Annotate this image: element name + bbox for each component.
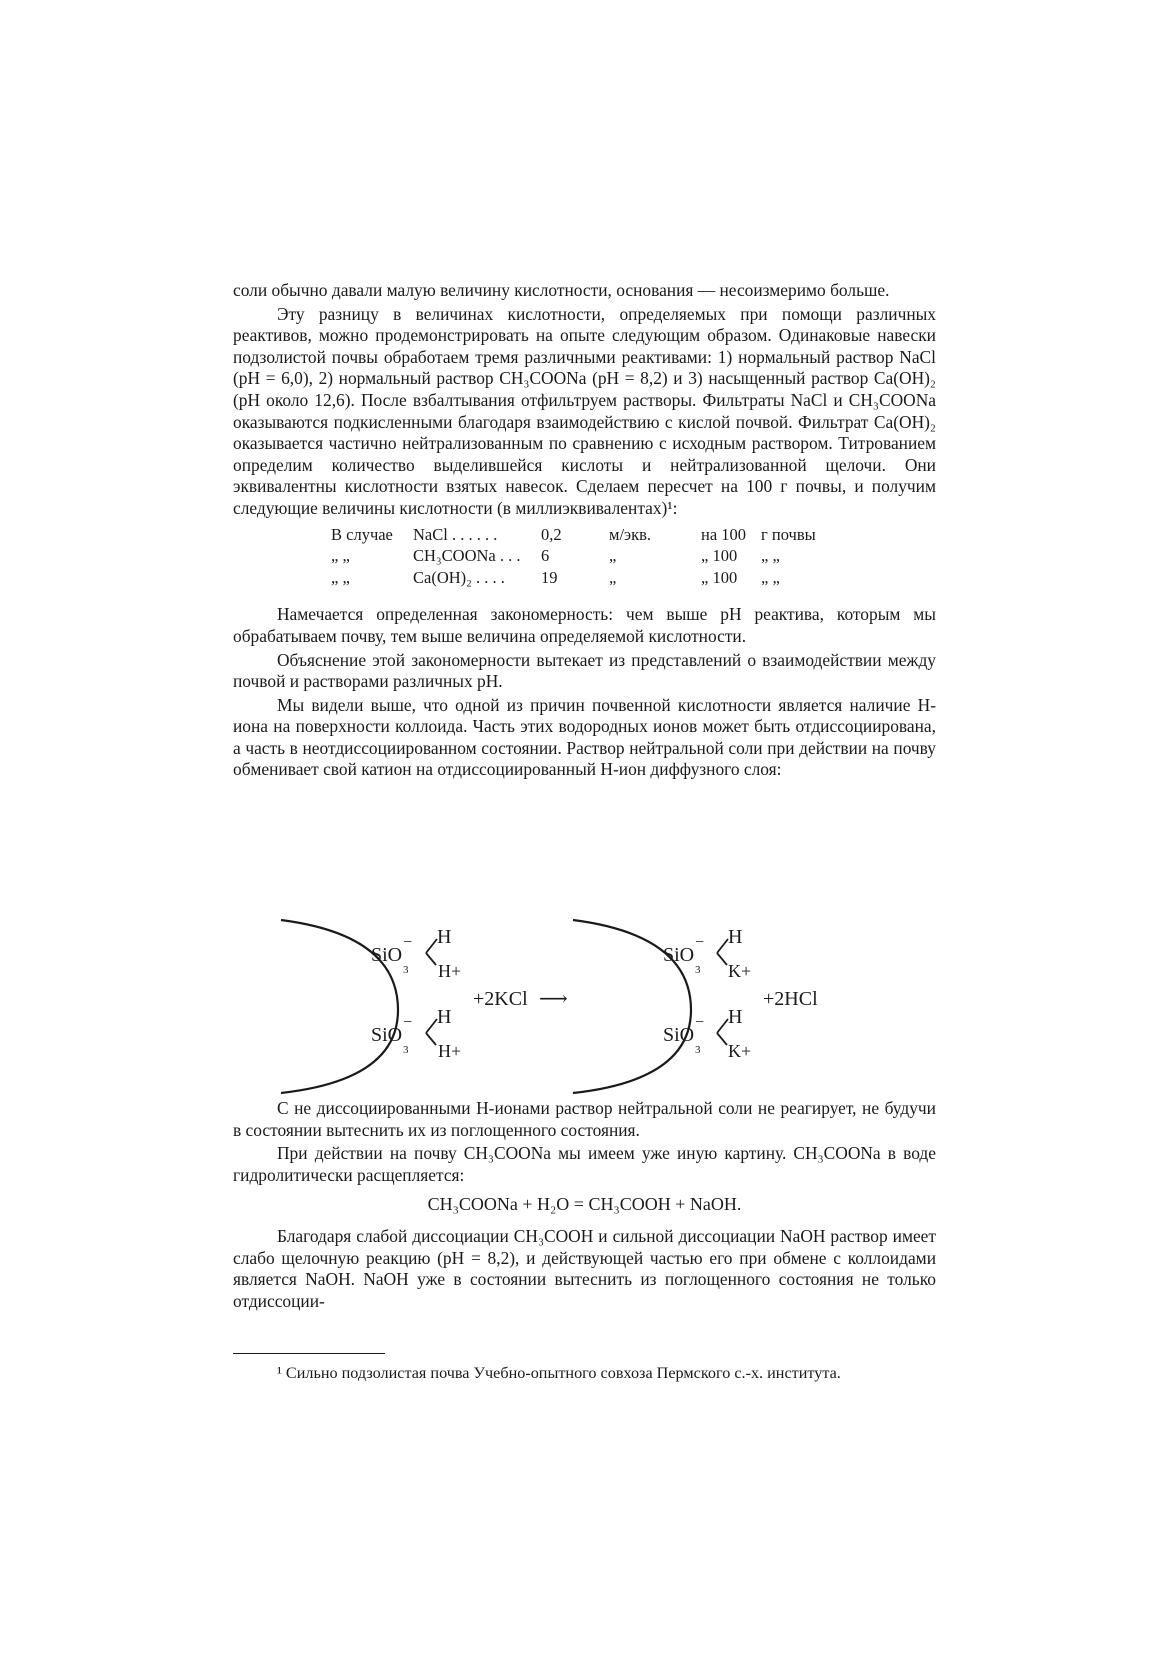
sio-label: SiO bbox=[371, 1024, 403, 1046]
arrow-icon: ⟶ bbox=[539, 988, 568, 1010]
footnote-divider bbox=[233, 1353, 385, 1354]
sio-label: SiO bbox=[663, 1024, 695, 1046]
table-row bbox=[233, 524, 936, 546]
row-tail: „ „ bbox=[761, 567, 780, 587]
exchange-reaction-diagram bbox=[233, 915, 936, 1095]
reaction-svg bbox=[233, 915, 936, 1095]
row-per: „ 100 bbox=[701, 546, 738, 566]
table-row bbox=[233, 567, 936, 589]
k-ion-label: K+ bbox=[728, 961, 752, 981]
row-tail: г почвы bbox=[761, 524, 816, 544]
row-prefix: В случае bbox=[331, 524, 393, 544]
paragraph-dissociation: Благодаря слабой диссоциации CH₃COOH и сильной диссоциации NaOH раствор имеет слабо щелочную реакцию (pH = 8,2), и действующей частью его при обмене с коллоидами является NaOH. NaOH уже в состоянии вытеснить из поглощенного состояния не только отдиссоции- bbox=[233, 1225, 936, 1311]
k-ion-label: K+ bbox=[728, 1041, 752, 1061]
sio-label: SiO bbox=[371, 944, 403, 966]
row-unit: „ bbox=[609, 546, 617, 566]
paragraph-pattern: Намечается определенная закономерность: чем выше pH реактива, которым мы обрабатываем почву, тем выше величина определяемой кислотности. bbox=[233, 604, 936, 646]
charge-label: − bbox=[695, 934, 705, 951]
subscript-label: 3 bbox=[695, 1044, 701, 1056]
row-value: 6 bbox=[541, 546, 550, 566]
charge-label: − bbox=[403, 934, 413, 951]
sio-label: SiO bbox=[663, 944, 695, 966]
right-upper-group bbox=[663, 926, 751, 981]
row-prefix: „ „ bbox=[331, 546, 350, 566]
paragraph-h-ion: Мы видели выше, что одной из причин почвенной кислотности является наличие H-иона на поверхности коллоида. Часть этих водородных ионов может быть отдиссоциирована, а часть в неотдиссоциированном состоянии. Раствор нейтральной соли при действии на почву обменивает свой катион на отдиссоциированный H-ион диффузного слоя: bbox=[233, 694, 936, 780]
left-upper-group bbox=[371, 926, 461, 981]
h-atom-label: H bbox=[728, 926, 743, 948]
row-per: на 100 bbox=[701, 524, 747, 544]
paragraph-continued: соли обычно давали малую величину кислотности, основания — несоизмеримо больше. bbox=[233, 280, 890, 300]
h-ion-label: H+ bbox=[438, 961, 462, 981]
paragraph-no-reaction: С не диссоциированными H-ионами раствор нейтральной соли не реагирует, не будучи в состоянии вытеснить их из поглощенного состояния. bbox=[233, 1098, 936, 1140]
product-label: +2HCl bbox=[763, 988, 818, 1010]
main-text-top bbox=[233, 280, 936, 781]
h-atom-label: H bbox=[437, 926, 452, 948]
paragraph-acetate: При действии на почву CH₃COONa мы имеем уже иную картину. CH₃COONa в воде гидролитически расщепляется: bbox=[233, 1143, 936, 1185]
main-text-bottom bbox=[233, 1098, 936, 1312]
row-unit: м/экв. bbox=[609, 524, 652, 544]
footnote: ¹ Сильно подзолистая почва Учебно-опытного совхоза Пермского с.-х. института. bbox=[277, 1364, 841, 1382]
row-value: 0,2 bbox=[541, 524, 562, 544]
h-ion-label: H+ bbox=[438, 1041, 462, 1061]
paragraph-explanation: Объяснение этой закономерности вытекает из представлений о взаимодействии между почвой и растворами различных pH. bbox=[233, 649, 936, 692]
subscript-label: 3 bbox=[403, 964, 409, 976]
charge-label: − bbox=[695, 1014, 705, 1031]
row-prefix: „ „ bbox=[331, 567, 350, 587]
row-value: 19 bbox=[541, 567, 558, 587]
subscript-label: 3 bbox=[403, 1044, 409, 1056]
acidity-table bbox=[233, 524, 936, 589]
reagent-label: +2KCl bbox=[473, 988, 528, 1010]
row-unit: „ bbox=[609, 567, 617, 587]
row-reagent: Ca(OH)₂ . . . . bbox=[413, 567, 505, 587]
table-row bbox=[233, 545, 936, 567]
h-atom-label: H bbox=[728, 1006, 743, 1028]
h-atom-label: H bbox=[437, 1006, 452, 1028]
row-per: „ 100 bbox=[701, 567, 738, 587]
hydrolysis-equation: CH₃COONa + H₂O = CH₃COOH + NaOH. bbox=[427, 1194, 742, 1215]
row-reagent: CH₃COONa . . . bbox=[413, 546, 521, 566]
subscript-label: 3 bbox=[695, 964, 701, 976]
charge-label: − bbox=[403, 1014, 413, 1031]
paragraph-experiment: Эту разницу в величинах кислотности, определяемых при помощи различных реактивов, можно продемонстрировать на опыте следующим образом. Одинаковые навески подзолистой почвы обработаем тремя различными реактивами: 1) нормальный раствор NaCl (pH = 6,0), 2) нормальный раствор CH₃COONa (pH = 8,2) и 3) насыщенный раствор Ca(OH)₂ (pH около 12,6). После взбалтывания отфильтруем растворы. Фильтраты NaCl и CH₃COONa оказываются подкисленными благодаря взаимодействию с кислой почвой. Фильтрат Ca(OH)₂ оказывается частично нейтрализованным по сравнению с исходным раствором. Титрованием определим количество выделившейся кислоты и нейтрализованной щелочи. Они эквивалентны кислотности взятых навесок. Сделаем пересчет на 100 г почвы, и получим следующие величины кислотности (в миллиэквивалентах)¹: bbox=[233, 303, 936, 518]
row-reagent: NaCl . . . . . . bbox=[413, 524, 498, 544]
row-tail: „ „ bbox=[761, 546, 780, 566]
